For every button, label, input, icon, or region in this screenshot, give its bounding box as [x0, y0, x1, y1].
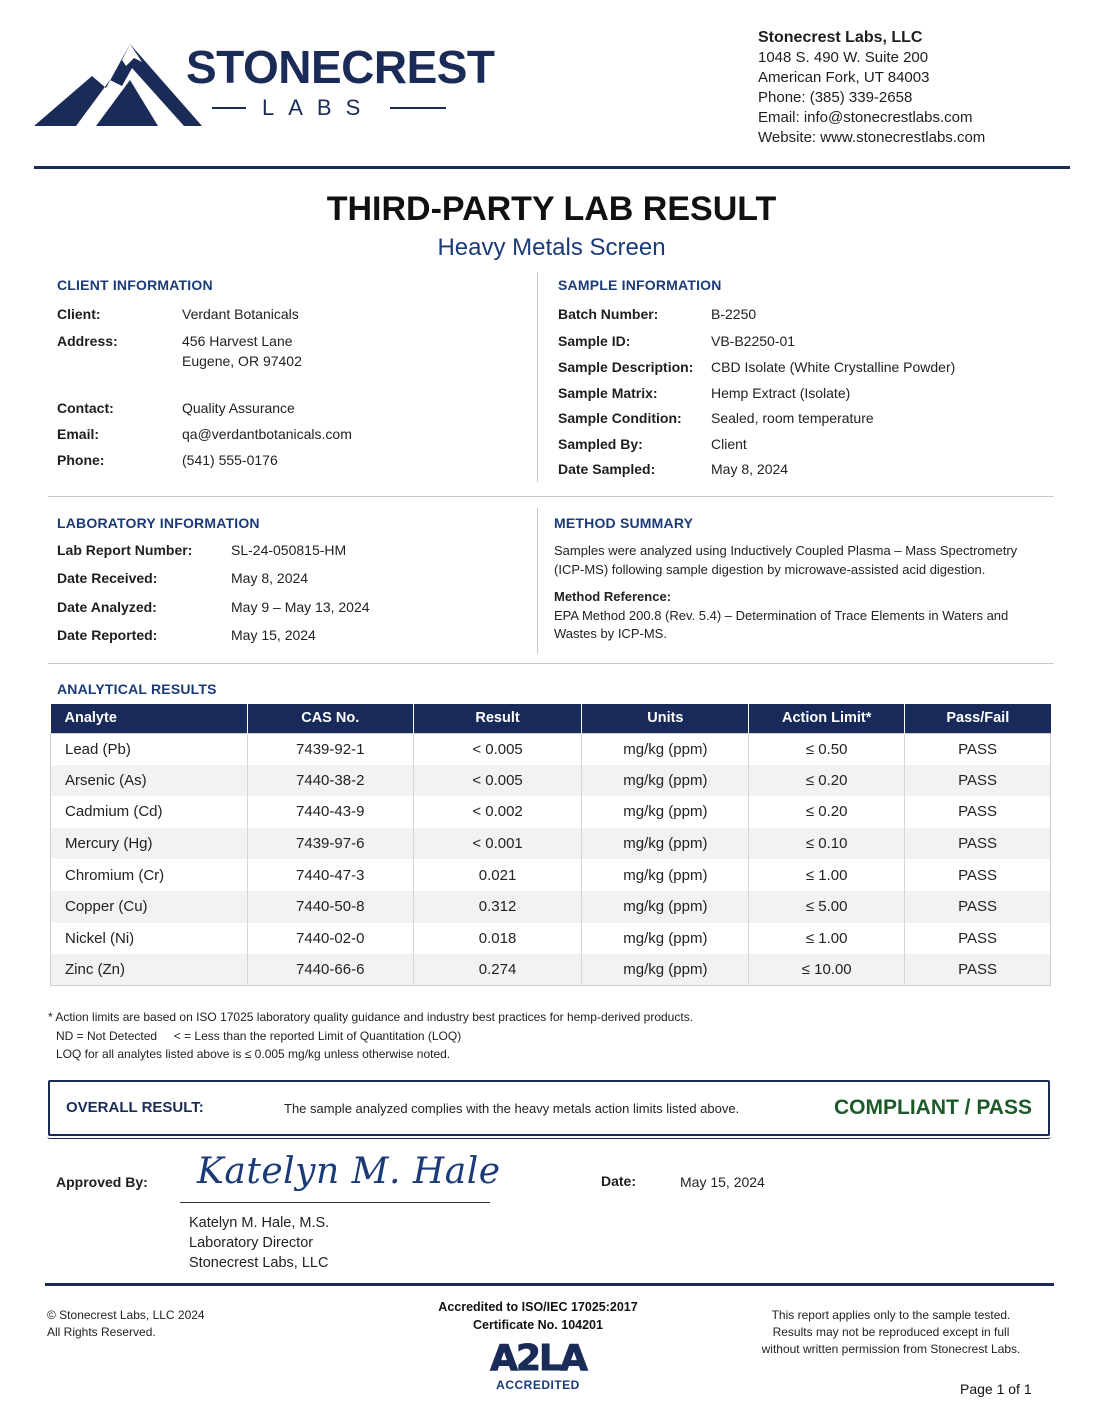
disclaimer-line-2: Results may not be reproduced except in full: [772, 1325, 1010, 1339]
column-header: Pass/Fail: [905, 704, 1051, 733]
footnote-1: * Action limits are based on ISO 17025 laboratory quality guidance and industry best practices for hemp-derived products.: [48, 1010, 694, 1024]
method-ref-line-1: EPA Method 200.8 (Rev. 5.4) – Determination of Trace Elements in Waters and: [554, 607, 1009, 623]
disclaimer-line-1: This report applies only to the sample tested.: [771, 1308, 1011, 1322]
table-cell: mg/kg (ppm): [582, 923, 749, 955]
table-cell: ≤ 0.10: [749, 828, 905, 860]
client-info-block: [57, 306, 517, 476]
overall-result-text: The sample analyzed complies with the heavy metals action limits listed above.: [284, 1101, 740, 1116]
column-header: Result: [413, 704, 582, 733]
table-cell: mg/kg (ppm): [582, 828, 749, 860]
table-cell: < 0.001: [413, 828, 582, 860]
table-cell: PASS: [958, 866, 997, 884]
company-address-2: American Fork, UT 84003: [758, 69, 930, 86]
table-cell: ≤ 0.20: [749, 765, 905, 797]
vertical-divider-bottom: [537, 508, 538, 654]
vertical-divider-top: [537, 272, 538, 482]
sample-row-label: Sample ID:: [558, 333, 631, 349]
sample-row-value: Client: [711, 436, 747, 452]
company-name: Stonecrest Labs, LLC: [758, 29, 923, 46]
footer-divider: [45, 1283, 1054, 1286]
sample-row-value: May 8, 2024: [711, 461, 789, 477]
address-line-1: 456 Harvest Lane: [182, 333, 293, 349]
table-cell: Copper (Cu): [51, 891, 248, 923]
lab-info-block: [57, 542, 517, 652]
table-cell: ≤ 5.00: [749, 891, 905, 923]
table-cell: ≤ 10.00: [749, 954, 905, 986]
footer-right: [738, 1307, 1044, 1358]
phone-label: Phone:: [57, 452, 105, 468]
header-divider: [34, 166, 1070, 169]
table-cell: ≤ 1.00: [749, 923, 905, 955]
table-cell: mg/kg (ppm): [582, 891, 749, 923]
signer-block: [189, 1213, 329, 1273]
table-cell: Arsenic (As): [51, 765, 248, 797]
table-cell: Zinc (Zn): [51, 954, 248, 986]
page-number: Page 1 of 1: [960, 1381, 1032, 1397]
table-cell: Cadmium (Cd): [51, 796, 248, 828]
lab-info-heading: LABORATORY INFORMATION: [57, 515, 260, 531]
section-divider-2: [48, 663, 1054, 664]
lab-row-value: SL-24-050815-HM: [231, 542, 347, 558]
footnotes: [48, 1008, 1048, 1064]
table-cell: Nickel (Ni): [51, 923, 248, 955]
table-cell: 7439-92-1: [247, 733, 413, 765]
company-address-1: 1048 S. 490 W. Suite 200: [758, 49, 929, 66]
method-heading: METHOD SUMMARY: [554, 515, 694, 531]
table-row: [51, 765, 1051, 797]
footer-center: [388, 1298, 688, 1334]
sample-row-label: Sample Condition:: [558, 410, 682, 426]
table-header-row: [51, 704, 1051, 733]
table-cell: PASS: [905, 954, 1051, 986]
sample-row-label: Sample Description:: [558, 359, 694, 375]
table-cell: 7440-66-6: [247, 954, 413, 986]
approved-by-label: Approved By:: [56, 1174, 148, 1190]
logo-line-left: [212, 107, 246, 109]
table-cell: PASS: [905, 765, 1051, 797]
table-row: [51, 923, 1051, 955]
table-cell: PASS: [905, 828, 1051, 860]
footnote-3: LOQ for all analytes listed above is ≤ 0.005 mg/kg unless otherwise noted.: [56, 1047, 451, 1061]
lab-row-label: Date Analyzed:: [57, 599, 157, 615]
copyright: © Stonecrest Labs, LLC 2024: [47, 1308, 205, 1322]
signer-role: Laboratory Director: [189, 1235, 314, 1251]
lab-row-label: Date Reported:: [57, 627, 158, 643]
accreditation-text: Accredited to ISO/IEC 17025:2017: [438, 1300, 638, 1314]
signer-name: Katelyn M. Hale, M.S.: [189, 1215, 330, 1231]
table-cell: 7440-43-9: [247, 796, 413, 828]
sample-row-label: Batch Number:: [558, 306, 659, 322]
sample-row-label: Date Sampled:: [558, 461, 656, 477]
footer-left: [47, 1307, 205, 1341]
table-cell: 0.274: [413, 954, 582, 986]
table-cell: 0.312: [413, 891, 582, 923]
method-line-1: Samples were analyzed using Inductively Coupled Plasma – Mass Spectrometry: [554, 543, 1018, 558]
address-line-2: Eugene, OR 97402: [182, 353, 302, 369]
table-cell: < 0.005: [413, 733, 582, 765]
table-cell: Chromium (Cr): [51, 859, 248, 891]
footnote-2: ND = Not Detected < = Less than the reported Limit of Quantitation (LOQ): [56, 1028, 462, 1043]
sample-info-heading: SAMPLE INFORMATION: [558, 277, 722, 293]
table-cell: 7439-97-6: [247, 828, 413, 860]
contact-value: Quality Assurance: [182, 400, 295, 416]
logo-sub: LABS: [262, 95, 375, 120]
table-cell: 7440-02-0: [247, 923, 413, 955]
table-cell: ≤ 1.00: [749, 859, 905, 891]
a2la-accredited: ACCREDITED: [496, 1378, 580, 1392]
a2la-mark: A2LA: [490, 1338, 586, 1379]
column-header: CAS No.: [247, 704, 413, 733]
contact-label: Contact:: [57, 400, 114, 416]
table-row: [51, 828, 1051, 860]
client-label: Client:: [57, 306, 101, 322]
column-header: Action Limit*: [749, 704, 905, 733]
results-table: [50, 704, 1051, 986]
method-ref-line-2: Wastes by ICP-MS.: [554, 626, 667, 641]
table-cell: PASS: [958, 929, 997, 947]
company-email: Email: info@stonecrestlabs.com: [758, 109, 973, 126]
table-cell: ≤ 0.50: [749, 733, 905, 765]
company-phone: Phone: (385) 339-2658: [758, 89, 913, 106]
mountain-logo-icon: [34, 40, 204, 128]
table-cell: mg/kg (ppm): [582, 765, 749, 797]
lab-row-value: May 8, 2024: [231, 570, 309, 586]
table-row: [51, 859, 1051, 891]
sample-info-block: [558, 306, 1058, 486]
lab-row-label: Lab Report Number:: [57, 542, 193, 558]
sample-row-value: CBD Isolate (White Crystalline Powder): [711, 359, 956, 375]
approval-date-label: Date:: [601, 1173, 637, 1189]
approval-date: May 15, 2024: [680, 1174, 765, 1190]
sample-row-value: Sealed, room temperature: [711, 410, 874, 426]
table-cell: mg/kg (ppm): [582, 733, 749, 765]
signature-line: [180, 1202, 490, 1203]
column-header: Analyte: [51, 704, 248, 733]
phone-value: (541) 555-0176: [182, 452, 278, 468]
table-cell: mg/kg (ppm): [582, 859, 749, 891]
client-value: Verdant Botanicals: [182, 306, 299, 322]
column-header: Units: [582, 704, 749, 733]
table-cell: 0.021: [413, 859, 582, 891]
table-row: [51, 954, 1051, 986]
method-line-2: (ICP-MS) following sample digestion by microwave-assisted acid digestion.: [554, 561, 986, 577]
sample-row-label: Sampled By:: [558, 436, 643, 452]
rights: All Rights Reserved.: [47, 1325, 156, 1339]
table-cell: < 0.005: [413, 765, 582, 797]
table-cell: 7440-50-8: [247, 891, 413, 923]
table-cell: < 0.002: [413, 796, 582, 828]
table-cell: 7440-38-2: [247, 765, 413, 797]
table-cell: Lead (Pb): [51, 733, 248, 765]
table-row: [51, 891, 1051, 923]
sample-row-value: VB-B2250-01: [711, 333, 796, 349]
sample-row-label: Sample Matrix:: [558, 385, 658, 401]
table-cell: Mercury (Hg): [51, 828, 248, 860]
table-row: [51, 733, 1051, 765]
sample-row-value: Hemp Extract (Isolate): [711, 385, 851, 401]
table-cell: 0.018: [413, 923, 582, 955]
table-cell: ≤ 0.20: [749, 796, 905, 828]
page-title: THIRD-PARTY LAB RESULT: [326, 190, 777, 228]
overall-verdict: COMPLIANT / PASS: [834, 1096, 1032, 1119]
table-cell: mg/kg (ppm): [582, 954, 749, 986]
a2la-logo: [488, 1338, 588, 1392]
section-divider-1: [48, 496, 1054, 497]
lab-row-label: Date Received:: [57, 570, 158, 586]
company-website: Website: www.stonecrestlabs.com: [758, 129, 986, 146]
table-cell: PASS: [905, 891, 1051, 923]
logo-line-right: [390, 107, 446, 109]
page-subtitle: Heavy Metals Screen: [437, 234, 666, 261]
overall-result-box: [48, 1080, 1050, 1136]
table-cell: mg/kg (ppm): [582, 796, 749, 828]
lab-row-value: May 15, 2024: [231, 627, 316, 643]
disclaimer-line-3: without written permission from Stonecrest Labs.: [761, 1342, 1021, 1356]
logo-word: STONECREST: [186, 41, 495, 93]
overall-result-label: OVERALL RESULT:: [66, 1099, 204, 1116]
method-block: [554, 542, 1054, 644]
method-ref-label: Method Reference:: [554, 589, 672, 604]
certificate-number: Certificate No. 104201: [473, 1318, 603, 1332]
email-value: qa@verdantbotanicals.com: [182, 426, 352, 442]
table-cell: PASS: [958, 740, 997, 758]
lab-row-value: May 9 – May 13, 2024: [231, 599, 370, 615]
table-cell: 7440-47-3: [247, 859, 413, 891]
client-info-heading: CLIENT INFORMATION: [57, 277, 213, 293]
logo: [34, 40, 495, 130]
address-label: Address:: [57, 333, 118, 349]
email-label: Email:: [57, 426, 100, 442]
company-contact: [758, 28, 1078, 148]
results-heading: ANALYTICAL RESULTS: [57, 681, 217, 697]
sample-row-value: B-2250: [711, 306, 757, 322]
signer-company: Stonecrest Labs, LLC: [189, 1255, 329, 1271]
signature: Katelyn M. Hale: [197, 1151, 501, 1192]
table-row: [51, 796, 1051, 828]
table-cell: PASS: [958, 803, 997, 821]
